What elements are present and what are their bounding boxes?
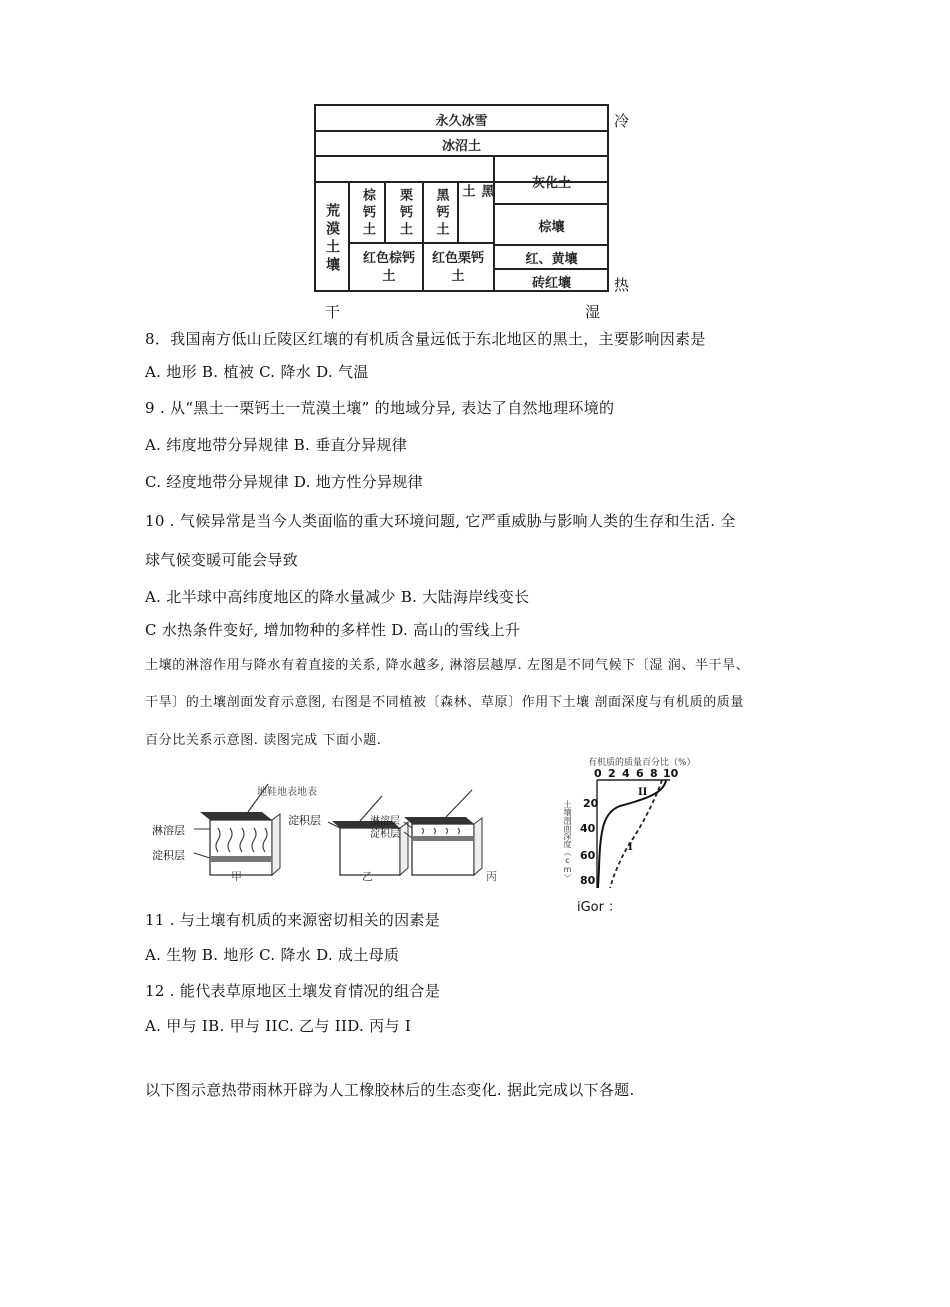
organic-chart-caption: iGor ： — [577, 900, 622, 915]
cell-laterite: 砖红壤 — [531, 275, 571, 291]
block-label-yi: 乙 — [362, 870, 373, 883]
curve-I — [610, 780, 662, 888]
organic-chart-ylabel: 土壤剖面深度（cm） — [563, 800, 572, 882]
block-label-bing: 丙 — [486, 870, 497, 883]
question-10-options-line2: C 水热条件变好, 增加物种的多样性 D. 高山的雪线上升 — [145, 621, 521, 639]
block-label-jia: 甲 — [231, 870, 242, 883]
y-tick-80: 80 — [580, 874, 596, 887]
label-cold: 冷 — [614, 112, 630, 130]
deposit-layer-label-jia: 淀积层 — [152, 849, 185, 862]
x-tick-8: 8 — [650, 767, 658, 780]
organic-chart-plot — [580, 778, 690, 893]
question-12-options: A. 甲与 IB. 甲与 IIC. 乙与 IID. 丙与 I — [145, 1017, 412, 1035]
question-10-line2: 球气候变暖可能会导致 — [145, 551, 299, 569]
label-hot: 热 — [614, 276, 630, 294]
x-tick-10: 10 — [663, 767, 679, 780]
leaching-layer-label-jia: 淋溶层 — [152, 824, 185, 837]
curve-II-label: II — [638, 787, 648, 798]
x-tick-0: 0 — [594, 767, 602, 780]
cell-brown-calcic: 棕钙土 — [360, 187, 375, 239]
cell-desert-soil: 荒漠土壤 — [324, 202, 340, 275]
curve-I-label: I — [628, 842, 633, 853]
question-11-options: A. 生物 B. 地形 C. 降水 D. 成土母质 — [145, 946, 400, 964]
cell-red-brown-calcic-label: 红色棕钙土 — [362, 251, 415, 284]
surface-label: 地鞋地表地表 — [257, 787, 317, 798]
cell-podzol: 灰化土 — [531, 175, 571, 191]
cell-black-calcic: 黑钙土 — [433, 187, 449, 239]
row-permanent-snow: 永久冰雪 — [435, 113, 488, 129]
question-11: 11 . 与土壤有机质的来源密切相关的因素是 — [145, 911, 440, 929]
cell-brown-earth: 棕壤 — [538, 219, 565, 235]
y-tick-60: 60 — [580, 849, 596, 862]
x-tick-4: 4 — [622, 767, 630, 780]
question-10-line1: 10 . 气候异常是当今人类面临的重大环境问题, 它严重威胁与影响人类的生存和生活. 全 — [145, 512, 736, 530]
deposit-layer-label-yi: 淀积层 — [288, 814, 321, 827]
cell-chestnut-calcic: 栗钙土 — [397, 187, 412, 239]
y-tick-20: 20 — [583, 797, 599, 810]
label-wet: 湿 — [585, 303, 601, 321]
intro-line-2: 干旱〕的土壤剖面发育示意图, 右图是不同植被〔森林、草原〕作用下土壤 剖面深度与有机质的质量 — [145, 695, 744, 710]
cell-red-brown-calcic — [358, 246, 420, 290]
question-9-options-line1: A. 纬度地带分异规律 B. 垂直分异规律 — [145, 436, 407, 454]
cell-red-yellow-soil: 红、黄壤 — [525, 252, 578, 267]
cell-red-chestnut-calcic-label: 红色栗钙土 — [431, 251, 484, 284]
x-tick-2: 2 — [608, 767, 616, 780]
leaching-layer-label-bing: 淋溶层 — [370, 816, 400, 827]
question-8: 8．我国南方低山丘陵区红壤的有机质含量远低于东北地区的黑土，主要影响因素是 — [145, 330, 706, 348]
x-tick-6: 6 — [636, 767, 644, 780]
intro-line-3: 百分比关系示意图. 读图完成 下面小题. — [145, 733, 382, 748]
cell-red-chestnut-calcic — [426, 246, 490, 290]
profile-block-bing — [404, 790, 482, 875]
question-13-intro: 以下图示意热带雨林开辟为人工橡胶林后的生态变化. 据此完成以下各题. — [145, 1081, 635, 1099]
question-8-options: A. 地形 B. 植被 C. 降水 D. 气温 — [145, 363, 369, 381]
question-12: 12 . 能代表草原地区土壤发育情况的组合是 — [145, 982, 440, 1000]
question-9: 9 . 从“黑土一栗钙土一荒漠土壤” 的地域分异, 表达了自然地理环境的 — [145, 399, 615, 417]
cell-black-soil: 黑土 — [459, 184, 494, 217]
row-tundra-soil: 冰沼土 — [441, 139, 481, 154]
question-10-options-line1: A. 北半球中高纬度地区的降水量减少 B. 大陆海岸线变长 — [145, 588, 530, 606]
question-9-options-line2: C. 经度地带分异规律 D. 地方性分异规律 — [145, 473, 423, 491]
label-dry: 干 — [325, 303, 341, 321]
intro-line-1: 土壤的淋溶作用与降水有着直接的关系, 降水越多, 淋溶层越厚. 左图是不同气候下〔湿 润、半干旱、 — [145, 658, 750, 673]
y-tick-40: 40 — [580, 822, 596, 835]
organic-chart-title: 有机质的质量百分比（%） — [588, 758, 696, 768]
deposit-layer-label-bing: 淀积层 — [370, 829, 400, 840]
